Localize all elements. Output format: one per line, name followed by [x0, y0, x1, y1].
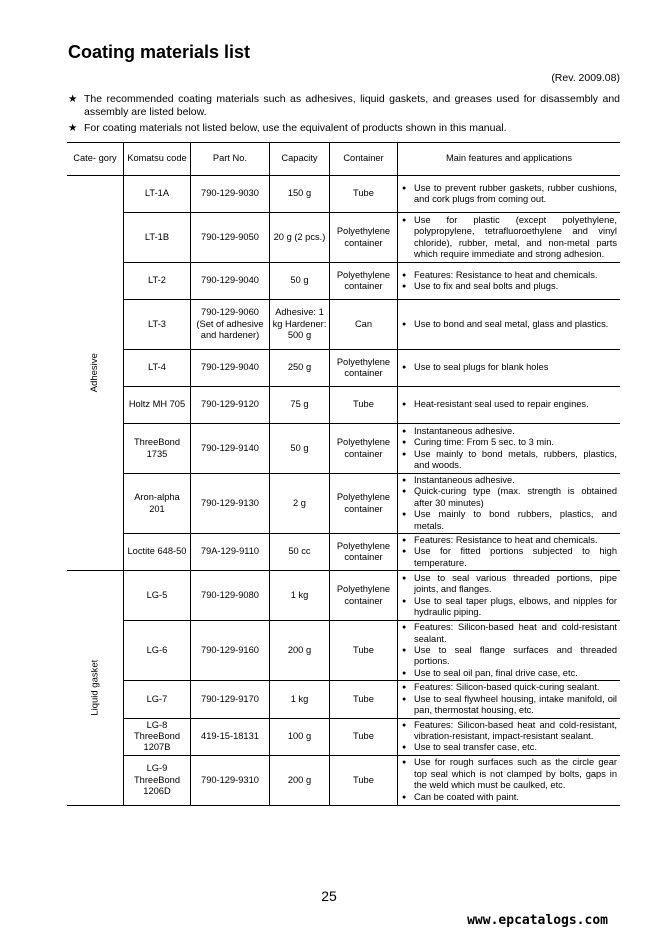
capacity-cell: 50 g [269, 424, 329, 474]
feature-item: ● Use to prevent rubber gaskets, rubber cushions, and cork plugs from coming out. [402, 183, 617, 206]
table-row [67, 621, 620, 681]
category-label: Adhesive [89, 353, 101, 393]
feature-item: ● Use to bond and seal metal, glass and plastics. [402, 319, 617, 330]
note-text: The recommended coating materials such as adhesives, liquid gaskets, and greases used for disassembly and assembly are listed below. [84, 93, 620, 118]
table-row [67, 213, 620, 263]
features-cell [397, 387, 620, 424]
container-cell: Polyethylene container [329, 263, 397, 300]
part-number-cell: 790-129-9310 [190, 755, 269, 805]
capacity-cell: 1 kg [269, 681, 329, 718]
capacity-cell: 75 g [269, 387, 329, 424]
feature-item: ● Can be coated with paint. [402, 792, 617, 803]
komatsu-code-cell: Aron-alpha 201 [123, 474, 190, 534]
komatsu-code-cell: LG-9 ThreeBond 1206D [123, 755, 190, 805]
capacity-cell: 50 cc [269, 534, 329, 571]
table-row [67, 474, 620, 534]
table-row [67, 534, 620, 571]
komatsu-code-cell: LT-1A [123, 176, 190, 213]
note-equivalent [68, 122, 620, 135]
capacity-cell: 20 g (2 pcs.) [269, 213, 329, 263]
features-list [402, 535, 617, 569]
part-number-cell: 790-129-9120 [190, 387, 269, 424]
table-row [67, 387, 620, 424]
features-cell [397, 300, 620, 350]
features-list [402, 573, 617, 619]
table-row [67, 755, 620, 805]
container-cell: Polyethylene container [329, 534, 397, 571]
container-cell: Tube [329, 681, 397, 718]
features-list [402, 183, 617, 206]
page-number: 25 [321, 888, 337, 904]
komatsu-code-cell: Holtz MH 705 [123, 387, 190, 424]
container-cell: Tube [329, 621, 397, 681]
part-number-cell: 790-129-9080 [190, 571, 269, 621]
features-list [402, 319, 617, 330]
komatsu-code-cell: ThreeBond 1735 [123, 424, 190, 474]
feature-item: ● Features: Resistance to heat and chemicals. [402, 270, 617, 281]
feature-item: ● Features: Silicon-based heat and cold-resistant, vibration-resistant, impact-resistant sealant. [402, 720, 617, 743]
komatsu-code-cell: LT-2 [123, 263, 190, 300]
header-part-no: Part No. [190, 143, 269, 176]
komatsu-code-cell: LG-7 [123, 681, 190, 718]
header-category: Cate- gory [67, 143, 123, 176]
features-cell [397, 621, 620, 681]
page-title: Coating materials list [68, 42, 251, 62]
part-number-cell: 790-129-9140 [190, 424, 269, 474]
features-list [402, 362, 617, 373]
part-number-cell: 419-15-18131 [190, 718, 269, 755]
table-row [67, 263, 620, 300]
table-row [67, 350, 620, 387]
revision-date: (Rev. 2009.08) [551, 72, 620, 84]
header-komatsu-code: Komatsu code [123, 143, 190, 176]
feature-item: ● Use for fitted portions subjected to high temperature. [402, 546, 617, 569]
features-list [402, 475, 617, 532]
komatsu-code-cell: LT-4 [123, 350, 190, 387]
features-cell [397, 263, 620, 300]
container-cell: Can [329, 300, 397, 350]
feature-item: ● Use to seal taper plugs, elbows, and nipples for hydraulic piping. [402, 596, 617, 619]
feature-item: ● Features: Resistance to heat and chemicals. [402, 535, 617, 546]
feature-item: ● Use to seal flywheel housing, intake manifold, oil pan, thermostat housing, etc. [402, 694, 617, 717]
capacity-cell: Adhesive: 1 kg Hardener: 500 g [269, 300, 329, 350]
feature-item: ● Use mainly to bond rubbers, plastics, and metals. [402, 509, 617, 532]
note-text: For coating materials not listed below, use the equivalent of products shown in this manual. [84, 122, 507, 134]
features-cell [397, 424, 620, 474]
container-cell: Tube [329, 387, 397, 424]
container-cell: Polyethylene container [329, 350, 397, 387]
features-cell [397, 474, 620, 534]
part-number-cell: 790-129-9040 [190, 350, 269, 387]
features-list [402, 215, 617, 261]
container-cell: Tube [329, 176, 397, 213]
feature-item: ● Features: Silicon-based quick-curing sealant. [402, 682, 617, 693]
feature-item: ● Use to seal oil pan, final drive case, etc. [402, 668, 617, 679]
feature-item: ● Use for rough surfaces such as the circle gear top seal which is not clamped by bolts, gaps in the weld which must be caulked, etc. [402, 757, 617, 791]
features-cell [397, 176, 620, 213]
capacity-cell: 50 g [269, 263, 329, 300]
features-list [402, 757, 617, 803]
container-cell: Tube [329, 718, 397, 755]
capacity-cell: 150 g [269, 176, 329, 213]
watermark: www.epcatalogs.com [467, 913, 608, 928]
features-cell [397, 681, 620, 718]
features-cell [397, 534, 620, 571]
part-number-cell: 790-129-9160 [190, 621, 269, 681]
feature-item: ● Use for plastic (except polyethylene, polypropylene, tetrafluoroethylene and vinyl chloride), rubber, metal, and non-metal parts which require immediate and strong adhesion. [402, 215, 617, 261]
table-row [67, 571, 620, 621]
feature-item: ● Features: Silicon-based heat and cold-resistant sealant. [402, 622, 617, 645]
header-features: Main features and applications [397, 143, 620, 176]
features-list [402, 426, 617, 472]
header-container: Container [329, 143, 397, 176]
part-number-cell: 790-129-9050 [190, 213, 269, 263]
feature-item: ● Use to seal flange surfaces and threaded portions. [402, 645, 617, 668]
feature-item: ● Use to seal transfer case, etc. [402, 742, 617, 753]
features-cell [397, 350, 620, 387]
features-cell [397, 213, 620, 263]
komatsu-code-cell: Loctite 648-50 [123, 534, 190, 571]
komatsu-code-cell: LG-8 ThreeBond 1207B [123, 718, 190, 755]
komatsu-code-cell: LG-6 [123, 621, 190, 681]
table-row [67, 176, 620, 213]
capacity-cell: 1 kg [269, 571, 329, 621]
komatsu-code-cell: LT-3 [123, 300, 190, 350]
container-cell: Polyethylene container [329, 424, 397, 474]
feature-item: ● Instantaneous adhesive. [402, 426, 617, 437]
features-cell [397, 718, 620, 755]
features-list [402, 270, 617, 293]
capacity-cell: 100 g [269, 718, 329, 755]
container-cell: Polyethylene container [329, 474, 397, 534]
part-number-cell: 790-129-9170 [190, 681, 269, 718]
features-list [402, 682, 617, 716]
features-cell [397, 571, 620, 621]
feature-item: ● Curing time: From 5 sec. to 3 min. [402, 437, 617, 448]
feature-item: ● Quick-curing type (max. strength is obtained after 30 minutes) [402, 486, 617, 509]
note-recommended [68, 93, 620, 119]
features-cell [397, 755, 620, 805]
features-list [402, 399, 617, 410]
part-number-cell: 790-129-9060 (Set of adhesive and hardener) [190, 300, 269, 350]
komatsu-code-cell: LT-1B [123, 213, 190, 263]
category-label: Liquid gasket [89, 659, 101, 716]
capacity-cell: 2 g [269, 474, 329, 534]
table-row [67, 681, 620, 718]
table-row [67, 300, 620, 350]
capacity-cell: 200 g [269, 621, 329, 681]
coating-materials-table [67, 142, 620, 806]
header-capacity: Capacity [269, 143, 329, 176]
part-number-cell: 790-129-9030 [190, 176, 269, 213]
feature-item: ● Use to seal various threaded portions, pipe joints, and flanges. [402, 573, 617, 596]
category-liquid-gasket [67, 571, 123, 805]
container-cell: Polyethylene container [329, 213, 397, 263]
feature-item: ● Heat-resistant seal used to repair engines. [402, 399, 617, 410]
feature-item: ● Use to seal plugs for blank holes [402, 362, 617, 373]
part-number-cell: 79A-129-9110 [190, 534, 269, 571]
star-icon: ★ [68, 122, 78, 134]
features-list [402, 720, 617, 754]
table-header-row [67, 143, 620, 176]
star-icon: ★ [68, 93, 78, 105]
feature-item: ● Instantaneous adhesive. [402, 475, 617, 486]
table-row [67, 424, 620, 474]
feature-item: ● Use mainly to bond metals, rubbers, plastics, and woods. [402, 449, 617, 472]
capacity-cell: 250 g [269, 350, 329, 387]
feature-item: ● Use to fix and seal bolts and plugs. [402, 281, 617, 292]
features-list [402, 622, 617, 679]
part-number-cell: 790-129-9040 [190, 263, 269, 300]
container-cell: Tube [329, 755, 397, 805]
category-adhesive [67, 176, 123, 571]
part-number-cell: 790-129-9130 [190, 474, 269, 534]
capacity-cell: 200 g [269, 755, 329, 805]
container-cell: Polyethylene container [329, 571, 397, 621]
komatsu-code-cell: LG-5 [123, 571, 190, 621]
table-row [67, 718, 620, 755]
